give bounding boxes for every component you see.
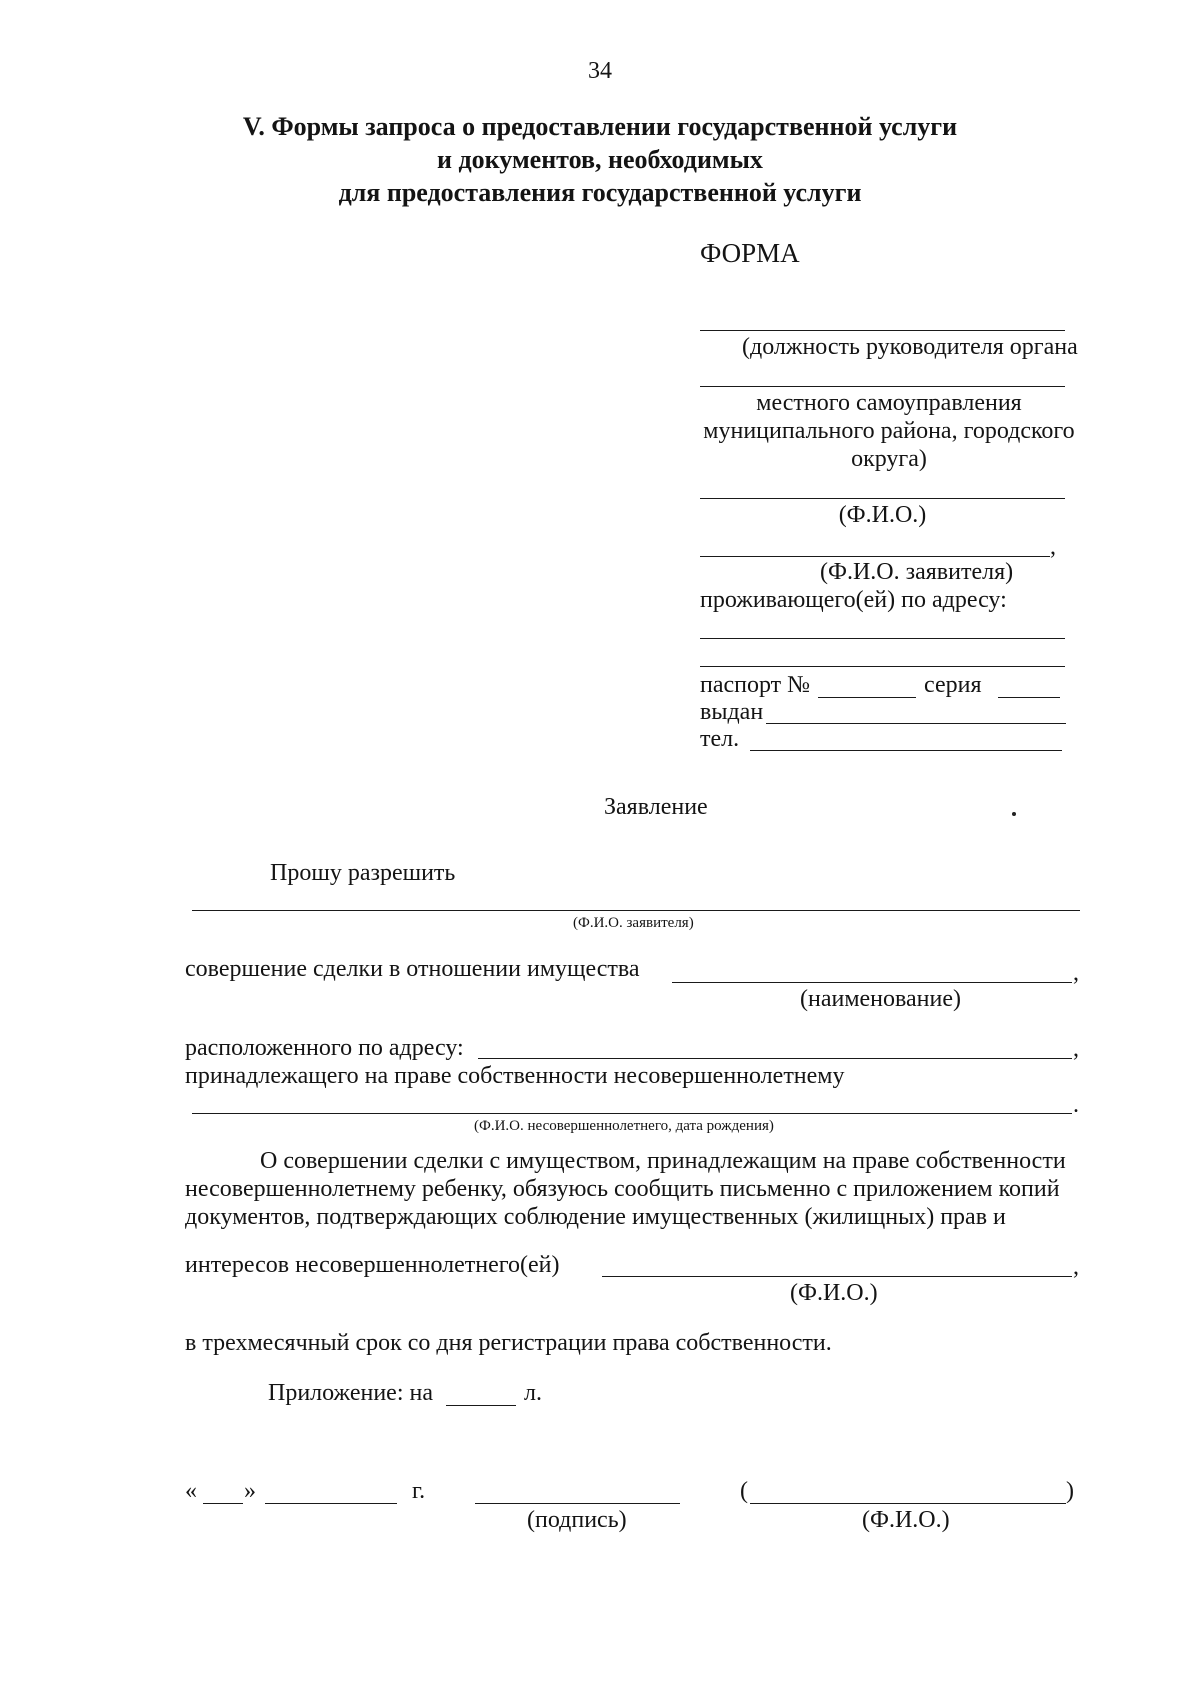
local-gov-line-3: округа): [851, 446, 927, 472]
phone-line[interactable]: [750, 750, 1062, 751]
term-text: в трехмесячный срок со дня регистрации права собственности.: [185, 1330, 832, 1356]
residing-label: проживающего(ей) по адресу:: [700, 587, 1007, 613]
deal-label: совершение сделки в отношении имущества: [185, 956, 640, 982]
attachment-unit: л.: [524, 1380, 542, 1406]
property-name-caption: (наименование): [800, 986, 962, 1012]
position-line[interactable]: [700, 330, 1065, 331]
passport-series-line[interactable]: [998, 697, 1060, 698]
address-line-1[interactable]: [700, 638, 1065, 639]
series-label: серия: [924, 672, 982, 698]
obligation-line-2: несовершеннолетнему ребенку, обязуюсь сообщить письменно с приложением копий: [185, 1176, 1060, 1202]
attachment-count-line[interactable]: [446, 1405, 516, 1406]
section-title-line-2: и документов, необходимых: [437, 145, 763, 174]
obligation-line-3: документов, подтверждающих соблюдение имущественных (жилищных) прав и: [185, 1204, 1006, 1230]
signature-caption: (подпись): [527, 1507, 627, 1533]
attachment-label: Приложение: на: [268, 1380, 433, 1406]
position-caption: (должность руководителя органа: [742, 334, 1078, 360]
property-address-line[interactable]: [478, 1058, 1072, 1059]
address-line-2[interactable]: [700, 666, 1065, 667]
passport-number-line[interactable]: [818, 697, 916, 698]
head-fio-line[interactable]: [700, 498, 1065, 499]
fio-open-paren: (: [740, 1478, 748, 1504]
head-fio-caption: (Ф.И.О.): [838, 502, 927, 528]
date-day-line[interactable]: [203, 1503, 243, 1504]
issued-line[interactable]: [766, 723, 1066, 724]
page-number: 34: [588, 58, 612, 84]
located-label: расположенного по адресу:: [185, 1035, 464, 1061]
request-applicant-caption: (Ф.И.О. заявителя): [573, 915, 694, 931]
scan-dot: [1012, 812, 1016, 816]
interests-fio-line[interactable]: [602, 1276, 1072, 1277]
section-title-line-3: для предоставления государственной услуги: [338, 178, 862, 207]
year-suffix: г.: [412, 1478, 426, 1504]
minor-fio-caption: (Ф.И.О. несовершеннолетнего, дата рождения): [474, 1118, 774, 1134]
date-month-line[interactable]: [265, 1503, 397, 1504]
section-title-line-1: V. Формы запроса о предоставлении государственной услуги: [242, 112, 958, 141]
passport-label: паспорт №: [700, 672, 811, 698]
organ-line[interactable]: [700, 386, 1065, 387]
signature-fio-line[interactable]: [750, 1503, 1066, 1504]
form-label: ФОРМА: [700, 238, 800, 268]
request-label: Прошу разрешить: [270, 860, 456, 886]
obligation-line-1: О совершении сделки с имуществом, принадлежащим на праве собственности: [260, 1148, 1066, 1174]
local-gov-line-1: местного самоуправления: [756, 390, 1022, 416]
phone-label: тел.: [700, 726, 740, 752]
interests-label: интересов несовершеннолетнего(ей): [185, 1252, 560, 1278]
issued-label: выдан: [700, 699, 764, 725]
applicant-fio-caption: (Ф.И.О. заявителя): [820, 559, 1014, 585]
signature-fio-caption: (Ф.И.О.): [862, 1507, 950, 1533]
interests-fio-caption: (Ф.И.О.): [790, 1280, 878, 1306]
local-gov-line-2: муниципального района, городского: [703, 418, 1075, 444]
request-applicant-line[interactable]: [192, 910, 1080, 911]
fio-close-paren: ): [1066, 1478, 1074, 1504]
signature-line[interactable]: [475, 1503, 680, 1504]
property-name-line[interactable]: [672, 982, 1072, 983]
applicant-fio-line[interactable]: [700, 556, 1050, 557]
minor-fio-line[interactable]: [192, 1113, 1072, 1114]
date-close-quote: »: [244, 1478, 256, 1504]
owned-label: принадлежащего на праве собственности несовершеннолетнему: [185, 1063, 845, 1089]
statement-heading: Заявление: [604, 794, 708, 820]
date-open-quote: «: [185, 1478, 197, 1504]
